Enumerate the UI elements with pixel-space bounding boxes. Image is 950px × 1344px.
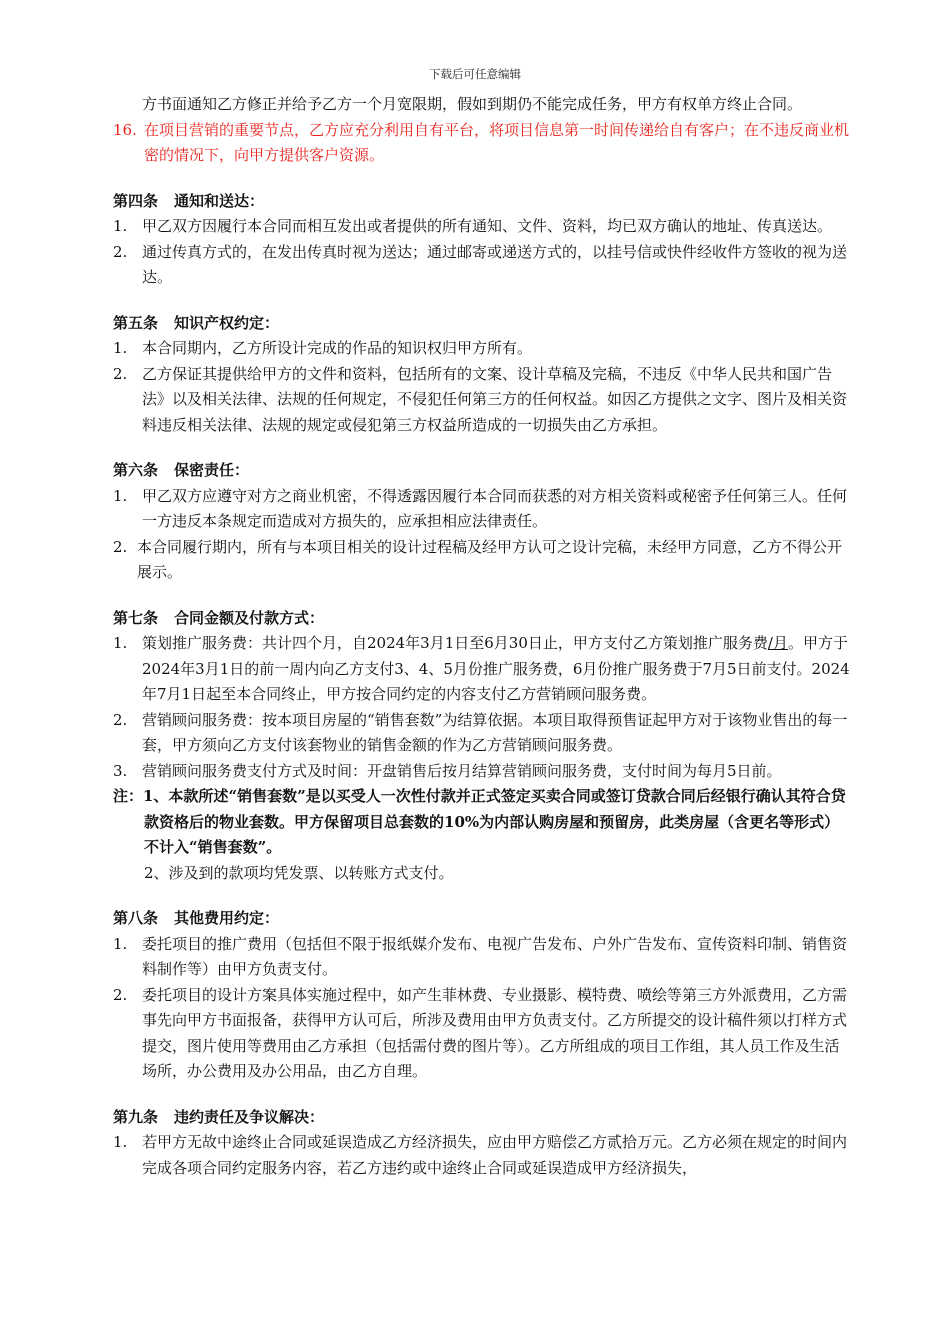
section-number: 第六条 [113, 461, 159, 479]
page-header: 下载后可任意编辑 [429, 67, 521, 81]
section-title: 通知和送达： [174, 191, 265, 210]
item-number: 16. [113, 120, 137, 139]
note-text-2: 2、涉及到的款项均凭发票、以转账方式支付。 [144, 863, 454, 882]
continued-paragraph: 方书面通知乙方修正并给予乙方一个月宽限期，假如到期仍不能完成任务，甲方有权单方终止合同。 [142, 95, 803, 113]
item-text: 营销顾问服务费：按本项目房屋的“销售套数”为结算依据。本项目取得预售证起甲方对于该物业售出的每一套，甲方须向乙方支付该套物业的销售金额的作为乙方营销顾问服务费。 [142, 710, 848, 754]
list-item [113, 535, 853, 586]
section-heading-4 [113, 189, 853, 215]
underlined-text: /月 [767, 634, 788, 652]
list-item [113, 336, 853, 362]
list-item [113, 983, 853, 1085]
item-number: 1. [113, 486, 128, 505]
section-number: 第四条 [113, 191, 159, 210]
list-item [113, 362, 853, 439]
item-text: 营销顾问服务费支付方式及时间：开盘销售后按月结算营销顾问服务费，支付时间为每月5日前。 [142, 761, 782, 780]
item-number: 1. [113, 339, 128, 357]
list-item-16 [113, 118, 853, 169]
section-heading-8 [113, 906, 853, 932]
section-heading-7 [113, 606, 853, 632]
item-text-part: 策划推广服务费：共计四个月，自2024年3月1日至6月30日止，甲方支付乙方策划推广服务费 [142, 634, 768, 652]
item-number: 1. [113, 1133, 128, 1151]
item-text-part: 。甲方于2024年3月1日的前一周内向乙方支付3、4、5月份推广服务费，6月份推广服务费于7月5日前支付。2024年7月1日起至本合同终止，甲方按合同约定的内容支付乙方营销顾问服务费。 [142, 634, 850, 703]
list-item [113, 708, 853, 759]
list-item [113, 484, 853, 535]
item-number: 2. [113, 242, 128, 261]
document-body [113, 92, 853, 1181]
item-number: 2. [113, 537, 128, 556]
section-title: 其他费用约定： [174, 909, 280, 927]
note-label: 注： [113, 787, 144, 805]
section-title: 保密责任： [174, 461, 250, 479]
item-text: 甲乙双方应遵守对方之商业机密，不得透露因履行本合同而获悉的对方相关资料或秘密予任何第三人。任何一方违反本条规定而造成对方损失的，应承担相应法律责任。 [142, 486, 848, 530]
section-number: 第七条 [113, 608, 159, 627]
item-number: 2. [113, 985, 128, 1004]
note-block [113, 784, 853, 861]
list-item [113, 631, 853, 708]
item-number: 1. [113, 217, 128, 235]
section-heading-6 [113, 458, 853, 484]
item-text: 若甲方无故中途终止合同或延误造成乙方经济损失，应由甲方赔偿乙方贰拾万元。乙方必须在规定的时间内完成各项合同约定服务内容，若乙方违约或中途终止合同或延误造成甲方经济损失， [142, 1133, 848, 1177]
item-text: 本合同期内，乙方所设计完成的作品的知识权归甲方所有。 [142, 339, 533, 357]
list-item [113, 759, 853, 785]
section-heading-9 [113, 1105, 853, 1131]
list-item [113, 240, 853, 291]
list-item [113, 932, 853, 983]
list-item [113, 1130, 853, 1181]
item-text: 本合同履行期内，所有与本项目相关的设计过程稿及经甲方认可之设计完稿，未经甲方同意，乙方不得公开展示。 [137, 537, 843, 581]
section-number: 第九条 [113, 1107, 159, 1126]
section-title: 知识产权约定： [174, 313, 280, 332]
item-number: 2. [113, 710, 128, 729]
item-text [142, 631, 853, 708]
item-text: 乙方保证其提供给甲方的文件和资料，包括所有的文案、设计草稿及完稿，不违反《中华人民共和国广告法》以及相关法律、法规的任何规定，不侵犯任何第三方的任何权益。如因乙方提供之文字、图片及相关资料违反相关法律、法规的规定或侵犯第三方权益所造成的一切损失由乙方承担。 [142, 364, 848, 434]
section-number: 第八条 [113, 909, 159, 927]
item-text: 通过传真方式的，在发出传真时视为送达；通过邮寄或递送方式的，以挂号信或快件经收件方签收的视为送达。 [142, 242, 848, 286]
item-number: 3. [113, 761, 128, 780]
item-text: 在项目营销的重要节点，乙方应充分利用自有平台，将项目信息第一时间传递给自有客户；在不违反商业机密的情况下，向甲方提供客户资源。 [144, 120, 850, 164]
item-text: 甲乙双方因履行本合同而相互发出或者提供的所有通知、文件、资料，均已双方确认的地址、传真送达。 [142, 217, 833, 235]
list-item [113, 214, 853, 240]
section-title: 违约责任及争议解决： [174, 1107, 325, 1126]
note-text: 1、本款所述“销售套数”是以买受人一次性付款并正式签定买卖合同或签订贷款合同后经银行确认其符合贷款资格后的物业套数。甲方保留项目总套数的10%为内部认购房屋和预留房，此类房屋（含更名等形式）不计入“销售套数”。 [143, 787, 846, 856]
item-number: 1. [113, 934, 128, 953]
item-number: 2. [113, 364, 128, 383]
section-title: 合同金额及付款方式： [174, 608, 325, 627]
item-text: 委托项目的设计方案具体实施过程中，如产生菲林费、专业摄影、模特费、喷绘等第三方外派费用，乙方需事先向甲方书面报备，获得甲方认可后，所涉及费用由甲方负责支付。乙方所提交的设计稿件须以打样方式提交，图片使用等费用由乙方承担（包括需付费的图片等）。乙方所组成的项目工作组，其人员工作及生活场所，办公费用及办公用品，由乙方自理。 [142, 985, 848, 1080]
item-text: 委托项目的推广费用（包括但不限于报纸媒介发布、电视广告发布、户外广告发布、宣传资料印制、销售资料制作等）由甲方负责支付。 [142, 934, 848, 978]
section-number: 第五条 [113, 313, 159, 332]
section-heading-5 [113, 311, 853, 337]
item-number: 1. [113, 634, 128, 652]
